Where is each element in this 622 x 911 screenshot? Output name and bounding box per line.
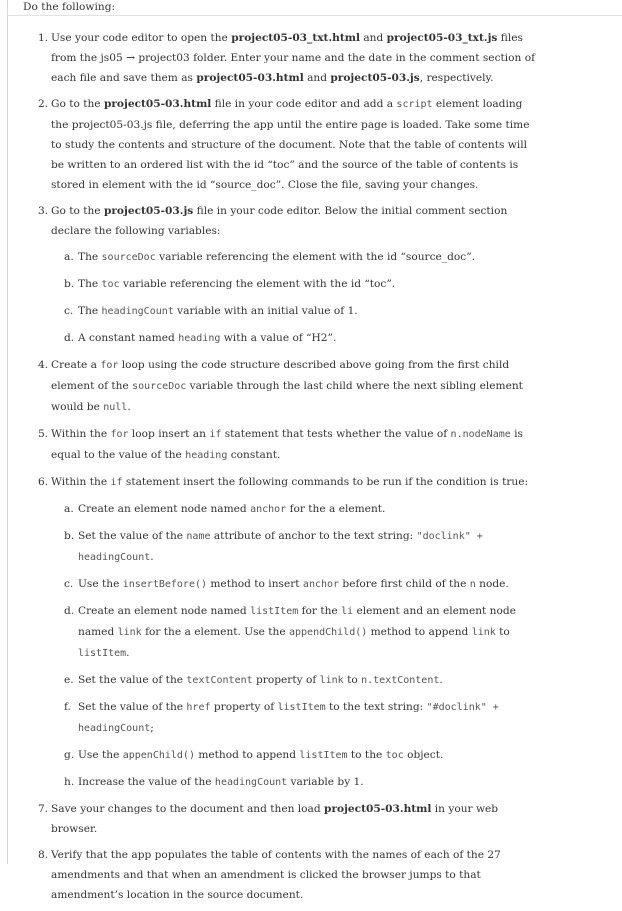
sub-step-letter: b. bbox=[64, 530, 75, 542]
step-text bbox=[51, 94, 538, 195]
body-text: Increase the value of the bbox=[78, 776, 215, 788]
body-text: object. bbox=[403, 749, 444, 761]
code-text: headingCount bbox=[101, 306, 174, 317]
body-text: to the text string: bbox=[325, 701, 427, 713]
filename-text: project05-03.html bbox=[103, 98, 212, 110]
sub-step bbox=[64, 499, 538, 520]
sub-step-letter: b. bbox=[64, 278, 75, 290]
body-text: . bbox=[127, 401, 131, 413]
code-text: link bbox=[319, 675, 344, 686]
sub-step-text bbox=[78, 745, 538, 766]
body-text: before first child of the bbox=[339, 578, 470, 590]
frame-border-left bbox=[7, 0, 8, 864]
intro-text: Do the following: bbox=[23, 1, 116, 13]
step-number: 3. bbox=[38, 205, 49, 217]
filename-text: project05-03.js bbox=[330, 72, 420, 84]
code-text: toc bbox=[385, 750, 404, 761]
instruction-step bbox=[38, 94, 538, 195]
instruction-step bbox=[38, 424, 538, 466]
body-text: for the a element. bbox=[286, 503, 386, 515]
filename-text: project05-03.html bbox=[324, 803, 432, 815]
step-number: 5. bbox=[38, 428, 49, 440]
code-text: link bbox=[117, 627, 142, 638]
body-text: and bbox=[359, 32, 387, 44]
code-text: appenChild() bbox=[122, 750, 195, 761]
sub-step bbox=[64, 601, 538, 664]
code-text: appendChild() bbox=[288, 627, 368, 638]
body-text: Create a bbox=[51, 359, 101, 371]
step-number: 8. bbox=[38, 849, 49, 861]
body-text: Go to the bbox=[51, 205, 104, 217]
sub-step-text bbox=[78, 247, 538, 268]
body-text: Set the value of the bbox=[78, 530, 187, 542]
code-text: textContent bbox=[186, 675, 253, 686]
step-text bbox=[51, 201, 538, 241]
code-text: heading bbox=[178, 333, 221, 344]
sub-step-letter: a. bbox=[64, 251, 74, 263]
step-text bbox=[51, 355, 538, 418]
body-text: . bbox=[150, 551, 154, 563]
sub-step-text bbox=[78, 301, 538, 322]
code-text: anchor bbox=[302, 579, 340, 590]
body-text: node. bbox=[475, 578, 509, 590]
sub-step-text bbox=[78, 601, 538, 664]
body-text: file in your code editor. Below the initial comment section declare the following variables: bbox=[51, 205, 508, 237]
sub-step-list bbox=[51, 499, 538, 793]
body-text: element and an element node named bbox=[78, 605, 516, 638]
body-text: property of bbox=[210, 701, 278, 713]
sub-step-text bbox=[78, 574, 538, 595]
step-number: 4. bbox=[38, 359, 49, 371]
sub-step bbox=[64, 274, 538, 295]
body-text: for the a element. Use the bbox=[141, 626, 289, 638]
code-text: listItem bbox=[250, 606, 299, 617]
code-text: sourceDoc bbox=[101, 252, 156, 263]
sub-step-letter: f. bbox=[64, 701, 71, 713]
body-text: property of bbox=[252, 674, 320, 686]
code-text: headingCount bbox=[214, 777, 288, 788]
body-text: for the bbox=[298, 605, 342, 617]
body-text: → bbox=[126, 52, 135, 64]
body-text: to bbox=[343, 674, 362, 686]
sub-step-text bbox=[78, 670, 538, 691]
code-text: if bbox=[209, 429, 222, 440]
body-text: variable referencing the element with the id “toc”. bbox=[119, 278, 396, 290]
body-text: Use the bbox=[78, 749, 123, 761]
step-number: 6. bbox=[38, 476, 49, 488]
body-text: . bbox=[126, 647, 130, 659]
body-text: with a value of “H2”. bbox=[220, 332, 337, 344]
sub-step-letter: a. bbox=[64, 503, 74, 515]
body-text: Create an element node named bbox=[78, 605, 251, 617]
body-text: and bbox=[303, 72, 331, 84]
body-text: Create an element node named bbox=[78, 503, 251, 515]
code-text: heading bbox=[185, 450, 228, 461]
code-text: for bbox=[110, 429, 129, 440]
sub-step bbox=[64, 574, 538, 595]
body-text: method to insert bbox=[207, 578, 303, 590]
body-text: Within the bbox=[51, 428, 111, 440]
instruction-step bbox=[38, 472, 538, 793]
body-text: . bbox=[439, 674, 443, 686]
step-text bbox=[51, 28, 538, 88]
body-text: to the bbox=[347, 749, 386, 761]
sub-step-letter: g. bbox=[64, 749, 75, 761]
body-text: Use the bbox=[78, 578, 123, 590]
sub-step bbox=[64, 772, 538, 793]
body-text: Save your changes to the document and then load bbox=[51, 803, 325, 815]
sub-step-letter: h. bbox=[64, 776, 75, 788]
step-number: 1. bbox=[38, 32, 49, 44]
code-text: "#doclink" + headingCount bbox=[78, 702, 499, 734]
sub-step bbox=[64, 247, 538, 268]
code-text: listItem bbox=[299, 750, 348, 761]
sub-step-text bbox=[78, 274, 538, 295]
filename-text: project05-03_txt.js bbox=[386, 32, 498, 44]
sub-step-letter: d. bbox=[64, 332, 75, 344]
filename-text: project05-03.html bbox=[196, 72, 304, 84]
sub-step bbox=[64, 526, 538, 568]
filename-text: project05-03_txt.html bbox=[231, 32, 360, 44]
filename-text: project05-03.js bbox=[103, 205, 194, 217]
step-text bbox=[51, 424, 538, 466]
instruction-step bbox=[38, 845, 538, 905]
code-text: name bbox=[186, 531, 211, 542]
body-text: , respectively. bbox=[419, 72, 494, 84]
body-text: method to append bbox=[367, 626, 472, 638]
sub-step-letter: c. bbox=[64, 578, 74, 590]
body-text: files from the js05 bbox=[51, 32, 523, 64]
body-text: loop using the code structure described above going from the first child element of the bbox=[51, 359, 510, 392]
sub-step-text bbox=[78, 772, 538, 793]
sub-step-text bbox=[78, 697, 538, 739]
body-text: Set the value of the bbox=[78, 701, 187, 713]
step-text bbox=[51, 845, 538, 905]
body-text: statement insert the following commands to be run if the condition is true: bbox=[122, 476, 529, 488]
instruction-step bbox=[38, 355, 538, 418]
instruction-list bbox=[38, 28, 538, 911]
sub-step-text bbox=[78, 499, 538, 520]
instruction-step bbox=[38, 201, 538, 349]
instruction-step bbox=[38, 799, 538, 839]
body-text: file in your code editor and add a bbox=[211, 98, 397, 110]
code-text: li bbox=[341, 606, 354, 617]
code-text: null bbox=[103, 402, 128, 413]
body-text: Set the value of the bbox=[78, 674, 187, 686]
body-text: constant. bbox=[227, 449, 281, 461]
step-number: 7. bbox=[38, 803, 49, 815]
body-text: The bbox=[78, 251, 102, 263]
sub-step bbox=[64, 670, 538, 691]
body-text: is equal to the value of the bbox=[51, 428, 523, 461]
body-text: ; bbox=[150, 722, 154, 734]
body-text: loop insert an bbox=[128, 428, 210, 440]
body-text: Use your code editor to open the bbox=[51, 32, 232, 44]
code-text: n.textContent bbox=[361, 675, 440, 686]
body-text: variable by 1. bbox=[287, 776, 364, 788]
sub-step-letter: e. bbox=[64, 674, 74, 686]
code-text: if bbox=[110, 477, 123, 488]
code-text: link bbox=[471, 627, 496, 638]
body-text: The bbox=[78, 278, 102, 290]
body-text: variable through the last child where the next sibling element would be bbox=[51, 380, 523, 413]
code-text: href bbox=[186, 702, 211, 713]
code-text: n.nodeName bbox=[450, 429, 511, 440]
sub-step-list bbox=[51, 247, 538, 349]
code-text: insertBefore() bbox=[122, 579, 208, 590]
code-text: listItem bbox=[78, 648, 127, 659]
body-text: element loading the project05-03.js file, deferring the app until the entire page is loaded. Take some time to study the contents and structure of the document. Note that the table of contents will be written to an ordered list with the id “toc” and the source of the table of contents is stored in element with the id “source_doc”. Close the file, saving your changes. bbox=[51, 98, 530, 191]
sub-step-letter: d. bbox=[64, 605, 75, 617]
sub-step bbox=[64, 328, 538, 349]
code-text: script bbox=[396, 99, 433, 110]
code-text: n bbox=[469, 579, 476, 590]
body-text: A constant named bbox=[78, 332, 179, 344]
body-text: Go to the bbox=[51, 98, 104, 110]
body-text: variable with an initial value of 1. bbox=[173, 305, 358, 317]
body-text: to bbox=[495, 626, 510, 638]
step-number: 2. bbox=[38, 98, 49, 110]
body-text: The bbox=[78, 305, 102, 317]
sub-step bbox=[64, 697, 538, 739]
sub-step-text bbox=[78, 328, 538, 349]
step-text bbox=[51, 799, 538, 839]
code-text: for bbox=[100, 360, 119, 371]
body-text: Within the bbox=[51, 476, 111, 488]
body-text: in your web browser. bbox=[51, 803, 499, 835]
sub-step-letter: c. bbox=[64, 305, 74, 317]
body-text: method to append bbox=[194, 749, 300, 761]
code-text: listItem bbox=[277, 702, 326, 713]
code-text: anchor bbox=[250, 504, 287, 515]
instruction-step bbox=[38, 28, 538, 88]
code-text: sourceDoc bbox=[132, 381, 187, 392]
body-text: statement that tests whether the value of bbox=[221, 428, 451, 440]
body-text: project03 folder. Enter your name and the date in the comment section of each file and save them as bbox=[51, 52, 536, 84]
sub-step bbox=[64, 745, 538, 766]
body-text: variable referencing the element with the id “source_doc”. bbox=[155, 251, 475, 263]
sub-step-text bbox=[78, 526, 538, 568]
step-text bbox=[51, 472, 538, 493]
code-text: "doclink" + headingCount bbox=[78, 531, 483, 563]
code-text: toc bbox=[101, 279, 120, 290]
body-text: Verify that the app populates the table of contents with the names of each of the 27 amendments and that when an amendment is clicked the browser jumps to that amendment’s location in the source document. bbox=[51, 849, 501, 901]
sub-step bbox=[64, 301, 538, 322]
body-text: attribute of anchor to the text string: bbox=[210, 530, 417, 542]
